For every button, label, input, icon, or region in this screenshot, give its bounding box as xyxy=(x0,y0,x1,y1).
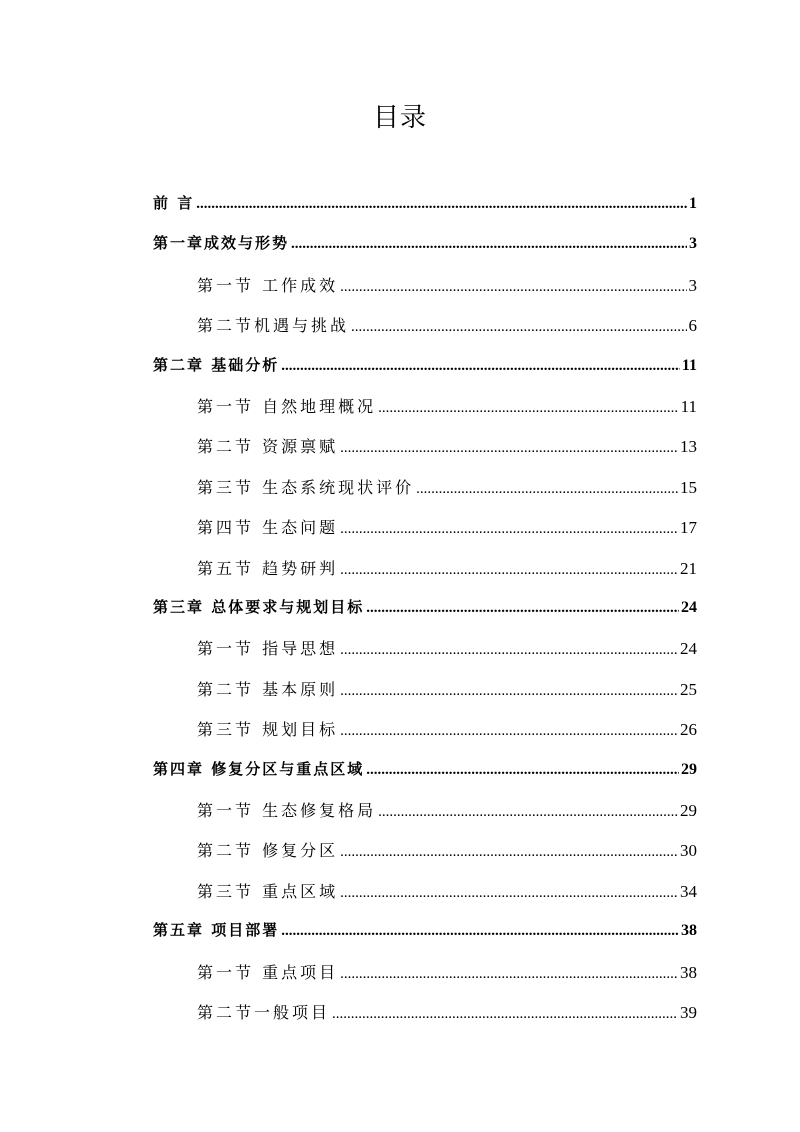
toc-entry[interactable] xyxy=(197,556,697,584)
toc-entry[interactable] xyxy=(197,273,697,301)
toc-entry-label: 第三章 总体要求与规划目标 xyxy=(153,598,365,616)
toc-entry[interactable] xyxy=(197,636,697,664)
dot-leader xyxy=(351,319,686,336)
toc-entry-label: 第五章 项目部署 xyxy=(153,921,280,939)
toc-entry-page: 17 xyxy=(680,518,697,537)
toc-entry-page: 13 xyxy=(680,437,697,456)
toc-entry[interactable] xyxy=(153,758,697,786)
toc-entry-label: 第一节 自然地理概况 xyxy=(197,397,377,416)
toc-entry-label: 第一节 重点项目 xyxy=(197,963,339,982)
toc-entry-label: 第三节 生态系统现状评价 xyxy=(197,478,415,497)
dot-leader xyxy=(281,923,679,940)
dot-leader xyxy=(291,236,687,253)
dot-leader xyxy=(378,804,678,821)
toc-entry-page: 24 xyxy=(680,639,697,658)
dot-leader xyxy=(340,279,686,296)
toc-entry-page: 38 xyxy=(681,922,697,939)
toc-entry-page: 21 xyxy=(680,559,697,578)
dot-leader xyxy=(340,562,678,579)
toc-entry-label: 第二节 基本原则 xyxy=(197,680,339,699)
dot-leader xyxy=(340,440,678,457)
dot-leader xyxy=(196,196,687,213)
toc-entry-label: 第二节 资源禀赋 xyxy=(197,437,339,456)
toc-entry-page: 3 xyxy=(689,235,697,252)
toc-entry[interactable] xyxy=(197,475,697,503)
toc-entry-label: 第一节 工作成效 xyxy=(197,276,339,295)
dot-leader xyxy=(366,600,679,617)
toc-entry-page: 24 xyxy=(681,599,697,616)
toc-entry[interactable] xyxy=(153,919,697,947)
toc-entry-page: 11 xyxy=(681,357,697,374)
dot-leader xyxy=(340,885,678,902)
toc-entry-label: 第一节 生态修复格局 xyxy=(197,801,377,820)
toc-entry-label: 第一章成效与形势 xyxy=(153,234,290,252)
toc-entry-label: 第二节机遇与挑战 xyxy=(197,316,350,335)
toc-entry[interactable] xyxy=(197,798,697,826)
toc-entry-page: 30 xyxy=(680,841,697,860)
toc-entry[interactable] xyxy=(197,838,697,866)
toc-entry-label: 第四节 生态问题 xyxy=(197,518,339,537)
toc-entry-page: 26 xyxy=(680,720,697,739)
toc-entry-label: 第二节一般项目 xyxy=(197,1003,331,1022)
toc-entry-page: 1 xyxy=(689,195,697,212)
toc-entry[interactable] xyxy=(153,596,697,624)
page-title: 目录 xyxy=(372,103,427,133)
toc-entry[interactable] xyxy=(197,1000,697,1028)
toc-entry-label: 第二节 修复分区 xyxy=(197,841,339,860)
toc-entry-page: 34 xyxy=(680,882,697,901)
toc-entry[interactable] xyxy=(197,313,697,341)
dot-leader xyxy=(281,358,680,375)
toc-entry-page: 39 xyxy=(680,1003,697,1022)
dot-leader xyxy=(332,1006,678,1023)
dot-leader xyxy=(378,400,679,417)
toc-entry[interactable] xyxy=(197,515,697,543)
toc-entry[interactable] xyxy=(197,960,697,988)
dot-leader xyxy=(340,844,678,861)
dot-leader xyxy=(340,683,678,700)
dot-leader xyxy=(340,966,678,983)
toc-entry-label: 第一节 指导思想 xyxy=(197,639,339,658)
dot-leader xyxy=(416,481,678,498)
toc-entry-label: 第四章 修复分区与重点区域 xyxy=(153,760,365,778)
toc-entry-page: 6 xyxy=(688,316,697,335)
dot-leader xyxy=(340,642,678,659)
dot-leader xyxy=(366,762,679,779)
toc-entry[interactable] xyxy=(197,677,697,705)
toc-entry-page: 29 xyxy=(681,761,697,778)
toc-entry-page: 38 xyxy=(680,963,697,982)
toc-entry-label: 第三节 重点区域 xyxy=(197,882,339,901)
toc-entry[interactable] xyxy=(153,192,697,220)
toc-entry[interactable] xyxy=(197,717,697,745)
toc-entry-label: 第五节 趋势研判 xyxy=(197,559,339,578)
toc-entry[interactable] xyxy=(153,232,697,260)
toc-entry-page: 3 xyxy=(688,276,697,295)
toc-entry[interactable] xyxy=(153,354,697,382)
toc-entry-label: 第二章 基础分析 xyxy=(153,356,280,374)
dot-leader xyxy=(340,723,678,740)
toc-entry-page: 25 xyxy=(680,680,697,699)
dot-leader xyxy=(340,521,678,538)
toc-entry[interactable] xyxy=(197,434,697,462)
toc-entry-page: 11 xyxy=(680,397,697,416)
toc-entry-page: 29 xyxy=(680,801,697,820)
toc-entry-page: 15 xyxy=(680,478,697,497)
toc-entry-label: 前 言 xyxy=(153,194,195,212)
toc-entry-label: 第三节 规划目标 xyxy=(197,720,339,739)
toc-entry[interactable] xyxy=(197,879,697,907)
toc-entry[interactable] xyxy=(197,394,697,422)
